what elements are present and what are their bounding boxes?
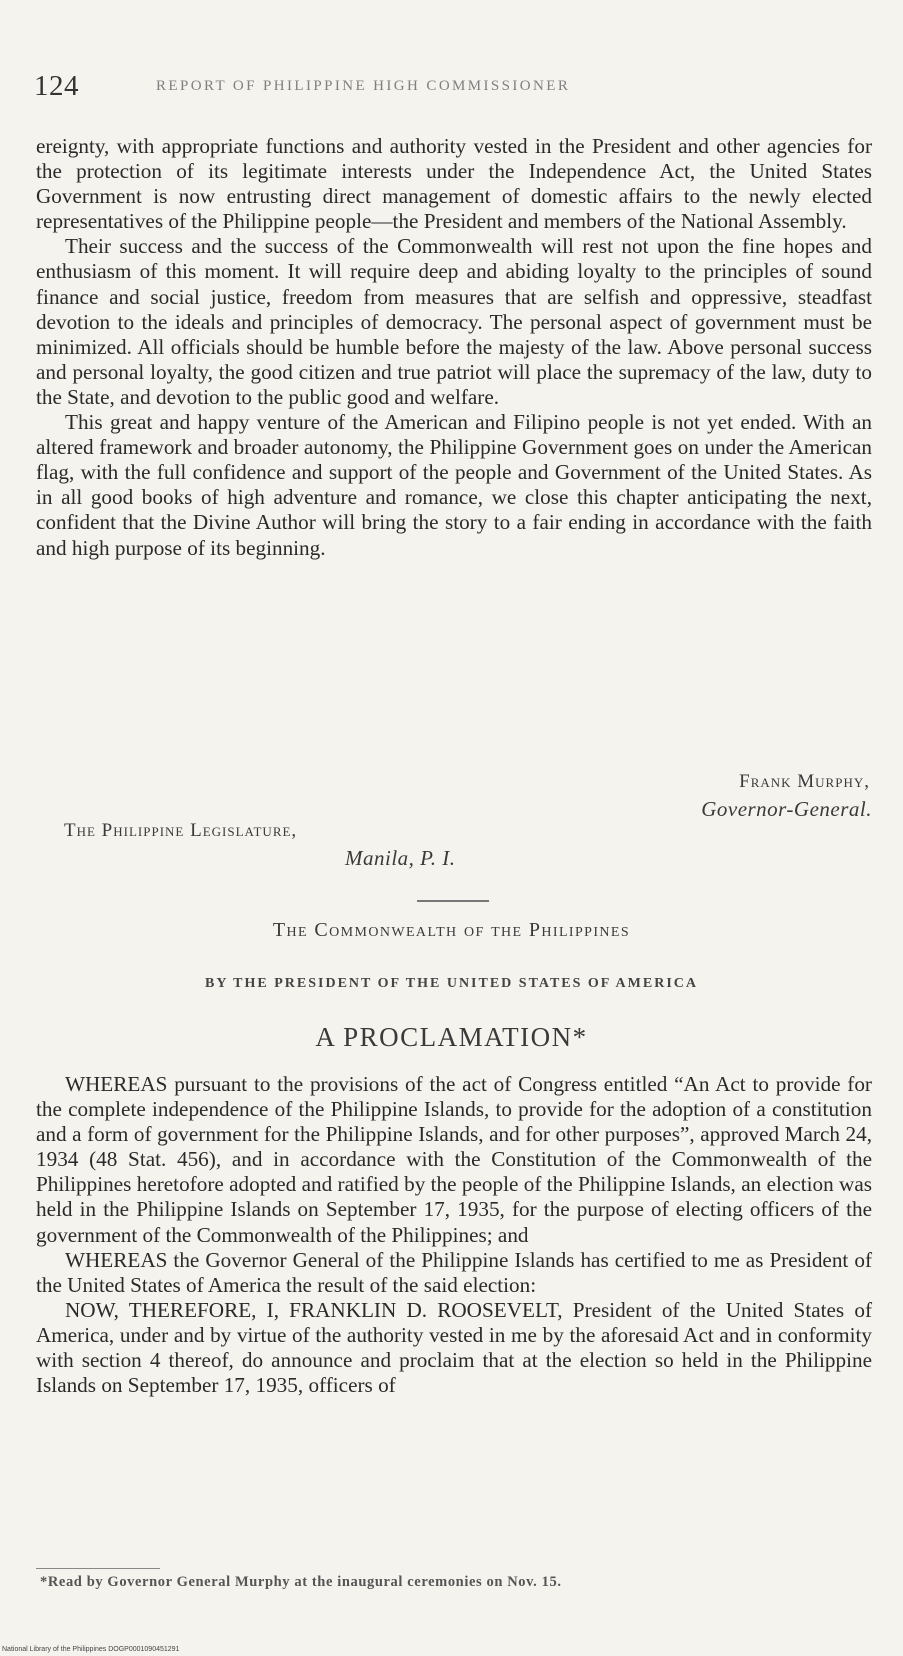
proclamation-title: A PROCLAMATION* [315, 1022, 588, 1052]
page-header [34, 70, 874, 110]
letter-body [36, 134, 872, 561]
section-title: The Commonwealth of the Philippines [272, 919, 631, 941]
scan-credit: National Library of the Philippines DOGP0001090451291 [2, 1646, 180, 1653]
proclamation-body [36, 1072, 872, 1398]
signature-title: Governor-General. [701, 797, 872, 821]
running-head: REPORT OF PHILIPPINE HIGH COMMISSIONER [156, 78, 571, 94]
signature-name: Frank Murphy, [739, 771, 870, 792]
footnote: *Read by Governor General Murphy at the inaugural ceremonies on Nov. 15. [40, 1574, 562, 1590]
addressee: The Philippine Legislature, [64, 820, 298, 841]
proclamation-paragraph-1: WHEREAS pursuant to the provisions of the act of Congress entitled “An Act to provide for the complete independence of the Philippine Islands, to provide for the adoption of a constitution and a form of government for the Philippine Islands, and for other purposes”, approved March 24, 1934 (48 Stat. 456), and in accordance with the Constitution of the Commonwealth of the Philippines heretofore adopted and ratified by the people of the Philippine Islands, an election was held in the Philippine Islands on September 17, 1935, for the purpose of electing officers of the government of the Commonwealth of the Philippines; and [36, 1072, 872, 1247]
section-divider [417, 900, 489, 902]
addressee-location: Manila, P. I. [345, 846, 456, 870]
page-number: 124 [34, 70, 79, 102]
letter-paragraph-3: This great and happy venture of the American and Filipino people is not yet ended. With an altered framework and broader autonomy, the Philippine Government goes on under the American flag, with the full confidence and support of the people and Government of the United States. As in all good books of high adventure and romance, we close this chapter anticipating the next, confident that the Divine Author will bring the story to a fair ending in accordance with the faith and high purpose of its beginning. [36, 410, 872, 560]
footnote-rule [36, 1568, 160, 1569]
by-line: BY THE PRESIDENT OF THE UNITED STATES OF AMERICA [204, 976, 699, 991]
proclamation-paragraph-3: NOW, THEREFORE, I, FRANKLIN D. ROOSEVELT, President of the United States of America, under and by virtue of the authority vested in me by the aforesaid Act and in conformity with section 4 thereof, do announce and proclaim that at the election so held in the Philippine Islands on September 17, 1935, officers of [36, 1297, 872, 1398]
letter-paragraph-2: Their success and the success of the Commonwealth will rest not upon the fine hopes and enthusiasm of this moment. It will require deep and abiding loyalty to the principles of sound finance and social justice, freedom from measures that are selfish and oppressive, steadfast devotion to the ideals and principles of democracy. The personal aspect of government must be minimized. All officials should be humble before the majesty of the law. Above personal success and personal loyalty, the good citizen and true patriot will place the supremacy of the law, duty to the State, and devotion to the public good and welfare. [36, 234, 872, 409]
letter-paragraph-1: ereignty, with appropriate functions and authority vested in the President and other agencies for the protection of its legitimate interests under the Independence Act, the United States Government is now entrusting direct management of domestic affairs to the newly elected representatives of the Philippine people—the President and members of the National Assembly. [36, 134, 872, 234]
proclamation-paragraph-2: WHEREAS the Governor General of the Philippine Islands has certified to me as President of the United States of America the result of the said election: [36, 1247, 872, 1297]
